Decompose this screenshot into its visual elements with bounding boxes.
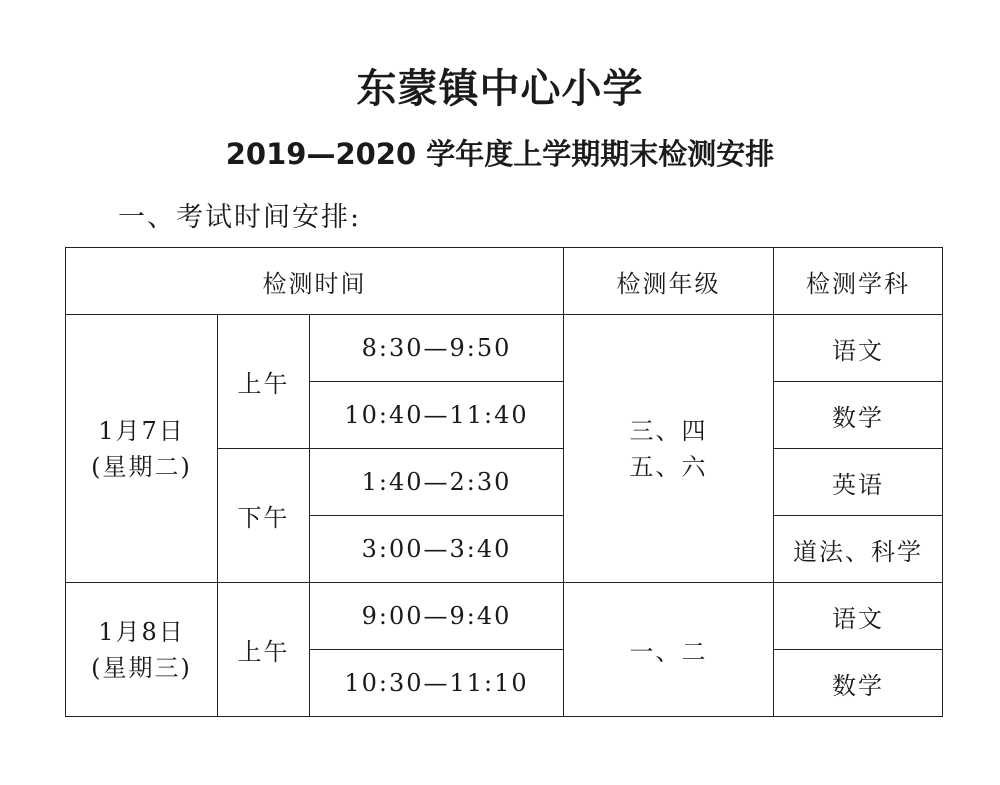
date-text: 1月7日 bbox=[98, 416, 185, 445]
time-cell: 10:30—11:10 bbox=[310, 650, 564, 717]
grade-cell bbox=[564, 315, 774, 583]
exam-schedule-table bbox=[65, 247, 943, 717]
header-grade: 检测年级 bbox=[564, 248, 774, 315]
period-cell: 上午 bbox=[218, 315, 310, 449]
grade-line: 五、六 bbox=[629, 452, 708, 481]
grade-line: 三、四 bbox=[629, 416, 708, 445]
date-cell bbox=[66, 583, 218, 717]
document-subtitle: 2019—2020 学年度上学期期末检测安排 bbox=[225, 137, 775, 171]
time-cell: 8:30—9:50 bbox=[310, 315, 564, 382]
time-cell: 10:40—11:40 bbox=[310, 382, 564, 449]
subject-cell: 数学 bbox=[774, 650, 943, 717]
header-time: 检测时间 bbox=[66, 248, 564, 315]
subject-cell: 道法、科学 bbox=[774, 516, 943, 583]
time-cell: 1:40—2:30 bbox=[310, 449, 564, 516]
period-cell: 下午 bbox=[218, 449, 310, 583]
weekday-text: (星期三) bbox=[91, 653, 192, 682]
date-text: 1月8日 bbox=[98, 617, 185, 646]
header-subject: 检测学科 bbox=[774, 248, 943, 315]
grade-cell: 一、二 bbox=[564, 583, 774, 717]
section-heading: 一、考试时间安排: bbox=[118, 202, 362, 233]
subject-cell: 语文 bbox=[774, 583, 943, 650]
time-cell: 3:00—3:40 bbox=[310, 516, 564, 583]
table-row bbox=[66, 315, 943, 382]
subject-cell: 语文 bbox=[774, 315, 943, 382]
document-title: 东蒙镇中心小学 bbox=[356, 66, 644, 112]
subject-cell: 数学 bbox=[774, 382, 943, 449]
table-row bbox=[66, 583, 943, 650]
table-header-row bbox=[66, 248, 943, 315]
date-cell bbox=[66, 315, 218, 583]
subject-cell: 英语 bbox=[774, 449, 943, 516]
weekday-text: (星期二) bbox=[91, 452, 192, 481]
period-cell: 上午 bbox=[218, 583, 310, 717]
time-cell: 9:00—9:40 bbox=[310, 583, 564, 650]
